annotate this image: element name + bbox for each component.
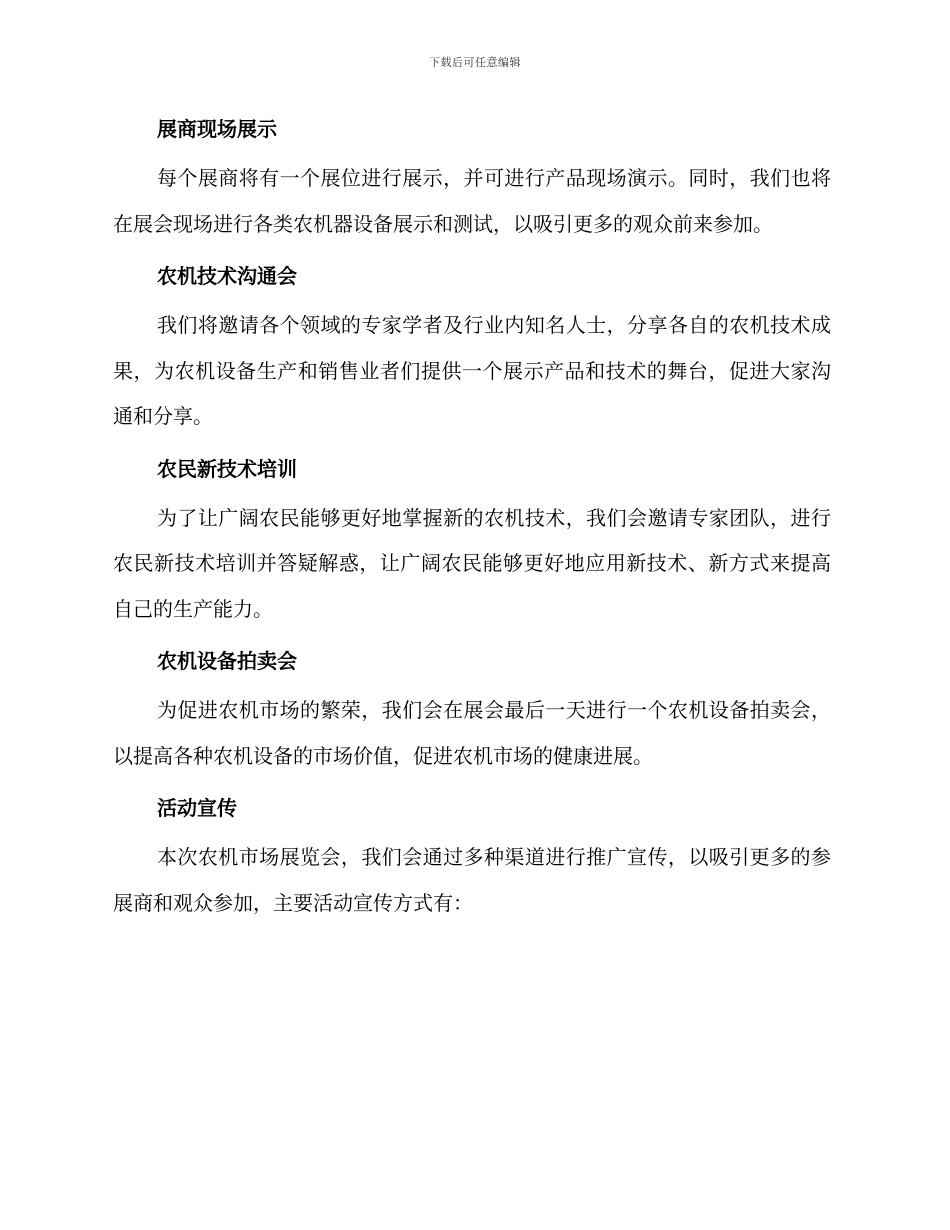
section-paragraph: 每个展商将有一个展位进行展示，并可进行产品现场演示。同时，我们也将在展会现场进行各类农机器设备展示和测试，以吸引更多的观众前来参加。 [113, 166, 831, 236]
section-heading: 活动宣传 [157, 796, 237, 820]
section-heading: 展商现场展示 [157, 117, 277, 141]
section-exhibitor-showcase [113, 112, 831, 247]
section-heading: 农机技术沟通会 [157, 264, 297, 288]
section-tech-exchange [113, 259, 831, 440]
section-equipment-auction [113, 644, 831, 779]
section-paragraph: 为了让广阔农民能够更好地掌握新的农机技术，我们会邀请专家团队，进行农民新技术培训并答疑解惑，让广阔农民能够更好地应用新技术、新方式来提高自己的生产能力。 [113, 505, 831, 621]
section-promotion [113, 791, 831, 926]
section-heading: 农民新技术培训 [157, 456, 297, 481]
section-paragraph: 为促进农机市场的繁荣，我们会在展会最后一天进行一个农机设备拍卖会，以提高各种农机设备的市场价值，促进农机市场的健康进展。 [113, 698, 831, 768]
document-content [113, 112, 831, 938]
section-heading: 农机设备拍卖会 [157, 649, 297, 673]
page-header-note: 下载后可任意编辑 [429, 56, 521, 69]
section-paragraph: 我们将邀请各个领域的专家学者及行业内知名人士，分享各自的农机技术成果，为农机设备生产和销售业者们提供一个展示产品和技术的舞台，促进大家沟通和分享。 [113, 313, 831, 428]
section-paragraph: 本次农机市场展览会，我们会通过多种渠道进行推广宣传，以吸引更多的参展商和观众参加，主要活动宣传方式有： [113, 845, 831, 915]
section-farmer-training [113, 452, 831, 633]
